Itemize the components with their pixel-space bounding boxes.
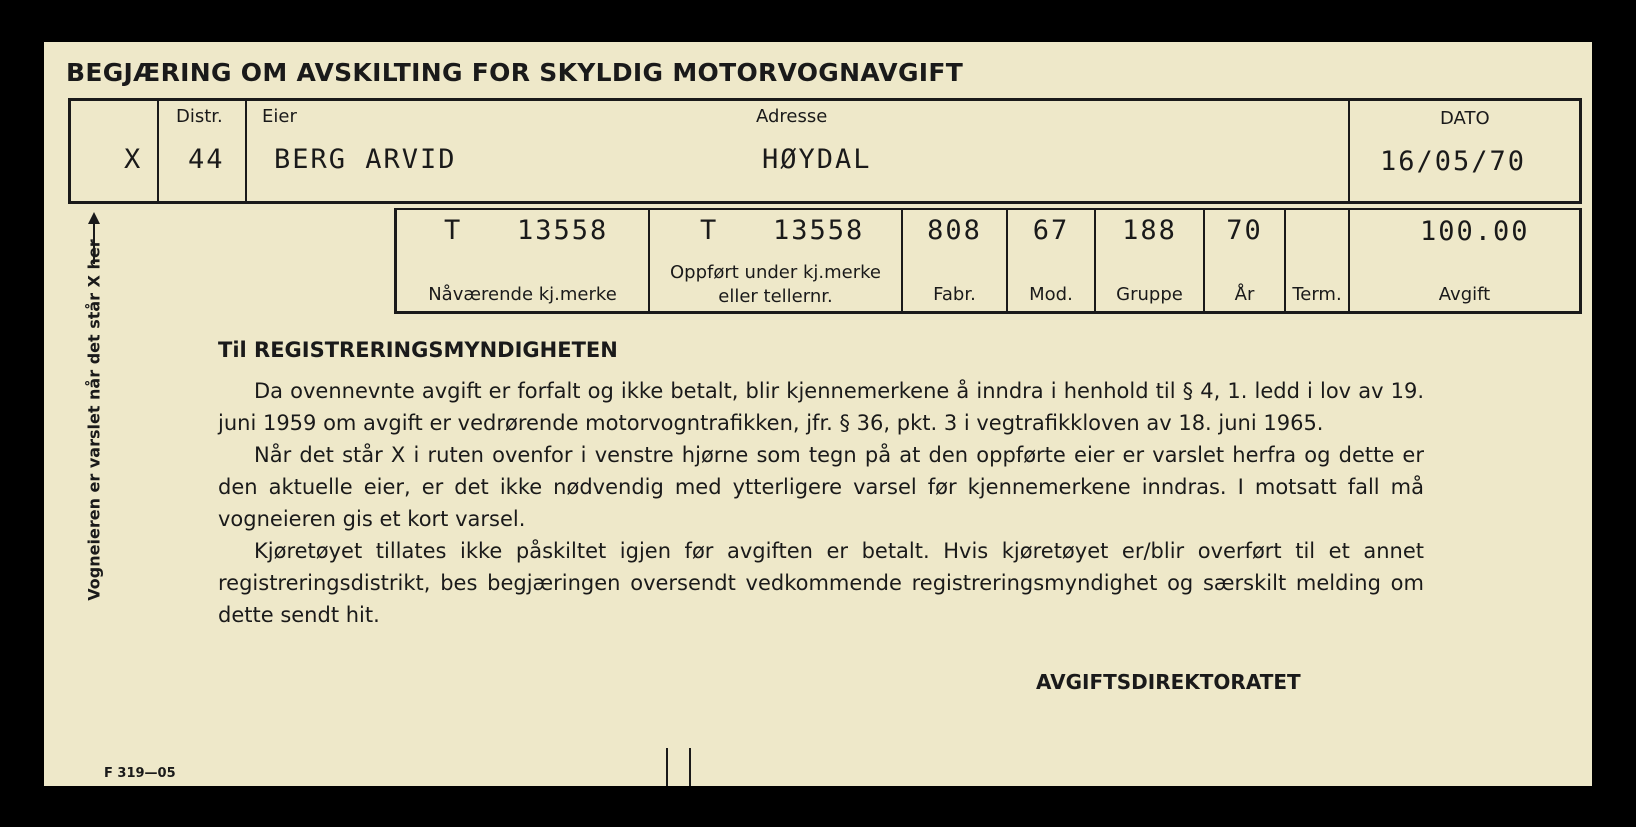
label-distr: Distr. <box>176 106 223 127</box>
label-adresse: Adresse <box>756 106 828 127</box>
value-distr: 44 <box>188 144 225 175</box>
body-text <box>218 375 1424 631</box>
label-eier: Eier <box>262 106 297 127</box>
label-term: Term. <box>1292 284 1342 305</box>
paragraph-1: Da ovennevnte avgift er forfalt og ikke betalt, blir kjennemerkene å inndra i henhold til § 4, 1. ledd i lov av 19. juni 1959 om avgift er vedrørende motorvogntrafikken, jfr. § 36, pkt. 3 i vegtrafikkloven av 18. juni 1965. <box>218 379 1424 435</box>
label-oppfort-line2: eller tellernr. <box>718 286 833 307</box>
paragraph-3: Kjøretøyet tillates ikke påskiltet igjen før avgiften er betalt. Hvis kjøretøyet er/blir overført til et annet registreringsdistrikt, bes begjæringen oversendt vedkommende registreringsmyndighet og særskilt melding om dette sendt hit. <box>218 539 1424 627</box>
value-gruppe: 188 <box>1122 215 1177 246</box>
signature: AVGIFTSDIREKTORATET <box>1036 670 1301 694</box>
top-box-border-left <box>68 98 71 204</box>
label-gruppe: Gruppe <box>1116 284 1183 305</box>
value-navaerende-kjmerke: T 13558 <box>444 215 609 246</box>
top-box-border-bottom <box>68 201 1582 204</box>
label-ar: År <box>1234 284 1255 305</box>
top-box-border-right <box>1579 98 1582 204</box>
form-number: F 319—05 <box>104 766 176 781</box>
arrow-up-icon <box>88 212 100 224</box>
value-adresse: HØYDAL <box>762 144 872 175</box>
row2-border-bottom <box>394 311 1582 314</box>
recipient-heading: Til REGISTRERINGSMYNDIGHETEN <box>218 338 618 362</box>
row2-border-top <box>394 208 1582 210</box>
form-title: BEGJÆRING OM AVSKILTING FOR SKYLDIG MOTORVOGNAVGIFT <box>66 58 964 87</box>
fold-mark-right <box>689 748 691 786</box>
label-mod: Mod. <box>1029 284 1073 305</box>
label-dato: DATO <box>1440 108 1490 129</box>
value-mod: 67 <box>1032 215 1070 246</box>
fold-mark-left <box>666 748 668 786</box>
label-oppfort-line1: Oppført under kj.merke <box>670 262 881 283</box>
value-varslet-mark: X <box>124 144 143 175</box>
top-box-border-top <box>68 98 1582 101</box>
side-note-text: Vogneieren er varslet når det står X her <box>84 239 104 601</box>
value-eier: BERG ARVID <box>274 144 457 175</box>
label-fabr: Fabr. <box>933 284 976 305</box>
row2-border-right <box>1579 208 1582 314</box>
paragraph-2: Når det står X i ruten ovenfor i venstre hjørne som tegn på at den oppførte eier er varslet herfra og dette er den aktuelle eier, er det ikke nødvendig med ytterligere varsel før kjennemerkene inndras. I motsatt fall må vogneieren gis et kort varsel. <box>218 443 1424 531</box>
value-oppfort-kjmerke: T 13558 <box>700 215 865 246</box>
label-avgift: Avgift <box>1438 284 1491 305</box>
value-avgift: 100.00 <box>1420 216 1530 247</box>
value-fabr: 808 <box>927 215 982 246</box>
value-ar: 70 <box>1226 215 1263 246</box>
divider-distr-eier <box>245 98 247 204</box>
divider-mark-distr <box>157 98 159 204</box>
value-dato: 16/05/70 <box>1380 146 1527 177</box>
label-navaerende-kjmerke: Nåværende kj.merke <box>428 284 617 305</box>
divider-adresse-dato <box>1348 98 1350 204</box>
